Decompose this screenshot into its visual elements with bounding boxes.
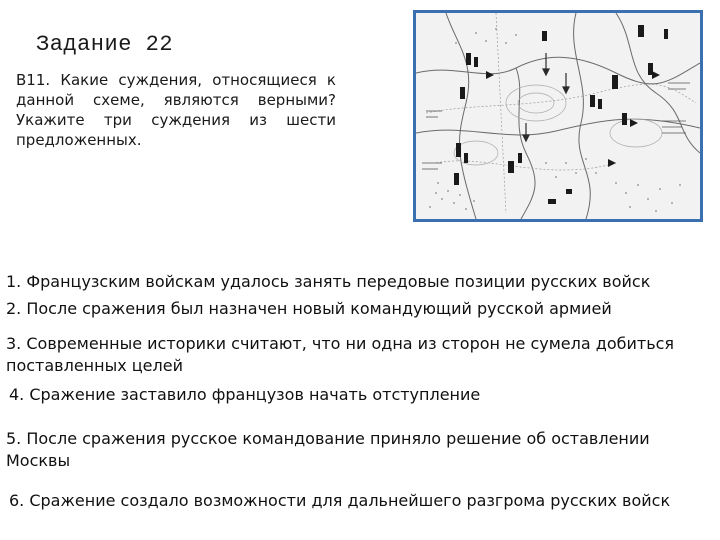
option-1: 1. Французским войскам удалось занять передовые позиции русских войск	[6, 272, 651, 291]
option-5: 5. После сражения русское командование приняло решение об оставлении Москвы	[6, 429, 650, 470]
task-title: Задание 22	[36, 32, 174, 57]
option-6: 6. Сражение создало возможности для дальнейшего разгрома русских войск	[9, 491, 671, 510]
option-3: 3. Современные историки считают, что ни одна из сторон не сумела добиться поставленных целей	[6, 334, 675, 375]
battle-map	[413, 10, 703, 222]
option-2: 2. После сражения был назначен новый командующий русской армией	[6, 299, 612, 318]
option-4: 4. Сражение заставило французов начать отступление	[9, 385, 481, 404]
question-text: В11. Какие суждения, относящиеся к данной схеме, являются верными? Укажите три суждения из шести предложенных.	[16, 71, 336, 149]
battle-map-drawing	[416, 13, 700, 219]
